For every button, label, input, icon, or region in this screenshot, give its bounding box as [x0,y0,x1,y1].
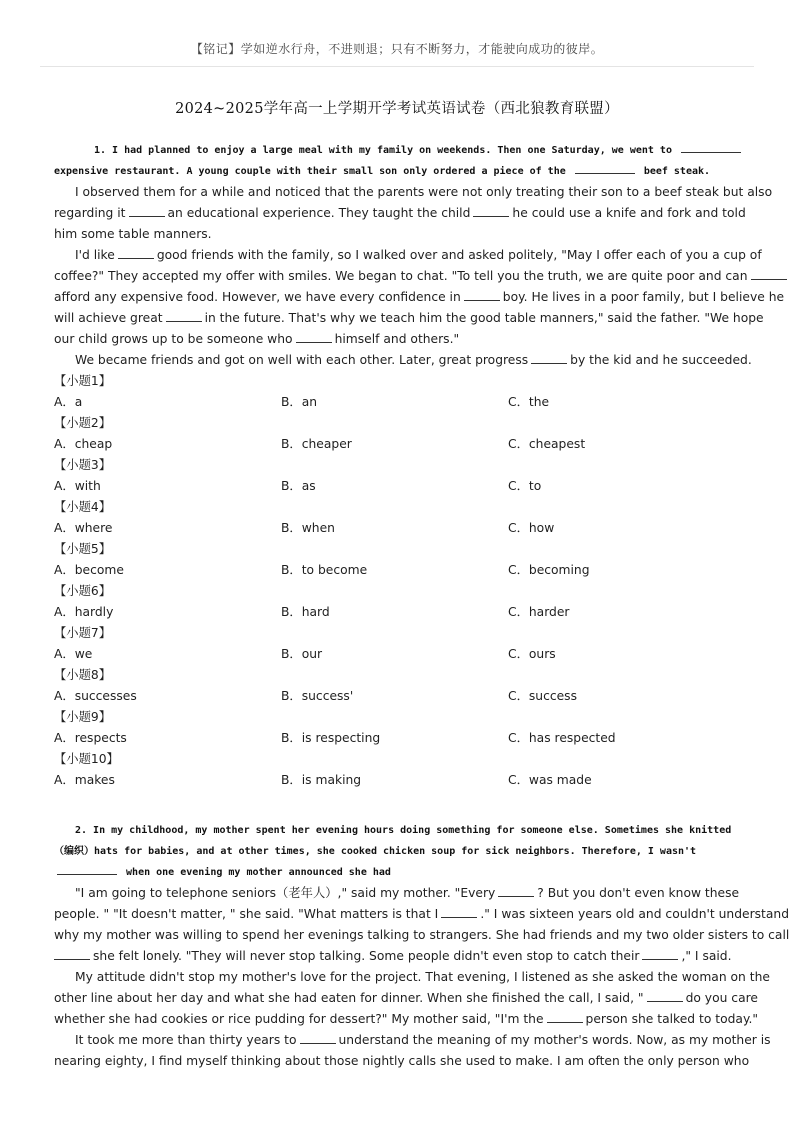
option-a[interactable]: A．makes [54,773,115,787]
blank [54,947,90,960]
passage1-line: him some table manners. [54,227,212,241]
option-c[interactable]: C．success [508,689,577,703]
passage2-line: It took me more than thirty years to understand the meaning of my mother's words. Now, as my mother is [75,1033,771,1047]
exam-content [54,140,790,1072]
option-a[interactable]: A．become [54,563,124,577]
blank [129,204,165,217]
blank [296,330,332,343]
exam-title: 2024~2025学年高一上学期开学考试英语试卷（西北狼教育联盟） [175,101,619,117]
question-label: 【小题4】 [54,500,112,514]
option-a[interactable]: A．a [54,395,83,409]
option-a[interactable]: A．with [54,479,101,493]
option-c[interactable]: C．harder [508,605,570,619]
blank [498,884,534,897]
blank [642,947,678,960]
passage2-line: nearing eighty, I find myself thinking about those nightly calls she used to make. I am often the only person who [54,1054,750,1068]
blank [300,1031,336,1044]
passage1-line: regarding it an educational experience. They taught the child he could use a knife and fork and told [54,206,746,220]
option-b[interactable]: B．success' [281,689,354,703]
option-c[interactable]: C．has respected [508,731,616,745]
passage2-line: she felt lonely. "They will never stop talking. Some people didn't even stop to catch their ," I said. [54,946,744,967]
option-c[interactable]: C．ours [508,647,556,661]
option-b[interactable]: B．our [281,647,323,661]
option-a[interactable]: A．respects [54,731,127,745]
question-label: 【小题2】 [54,416,112,430]
question-options [54,770,744,791]
question-label: 【小题1】 [54,374,112,388]
option-b[interactable]: B．when [281,521,335,535]
question-options [54,602,744,623]
question-options [54,728,744,749]
passage2-line: whether she had cookies or rice pudding for dessert?" My mother said, "I'm the person she talked to today." [54,1012,759,1026]
question-label: 【小题5】 [54,542,112,556]
option-b[interactable]: B．an [281,395,318,409]
blank [575,161,635,174]
passage1-line: our child grows up to be someone who himself and others." [54,332,460,346]
passage2-intro-line-2: （编织）hats for babies, and at other times, she cooked chicken soup for sick neighbors. Therefore, I wasn't [54,846,697,857]
header-divider [40,66,754,67]
passage2-intro-line-3: when one evening my mother announced she had [54,862,744,883]
header-motto: 【铭记】学如逆水行舟，不进则退；只有不断努力，才能驶向成功的彼岸。 [190,42,604,56]
option-b[interactable]: B．cheaper [281,437,352,451]
passage1-intro-line-2: expensive restaurant. A young couple with their small son only ordered a piece of the beef steak. [54,161,744,182]
passage1-line: I'd like good friends with the family, so I walked over and asked politely, "May I offer each of you a cup of [75,248,762,262]
option-b[interactable]: B．hard [281,605,330,619]
question-label: 【小题3】 [54,458,112,472]
blank [118,246,154,259]
option-c[interactable]: C．cheapest [508,437,586,451]
option-a[interactable]: A．where [54,521,113,535]
question-label: 【小题10】 [54,752,119,766]
question-options [54,434,744,455]
passage2-line: people. " "It doesn't matter, " she said. "What matters is that I ." I was sixteen years old and couldn't understand [54,907,790,921]
option-b[interactable]: B．as [281,479,316,493]
option-b[interactable]: B．to become [281,563,368,577]
question-label: 【小题8】 [54,668,112,682]
passage1-line: We became friends and got on well with each other. Later, great progress by the kid and he succeeded. [75,353,752,367]
question-label: 【小题6】 [54,584,112,598]
passage1-line: will achieve great in the future. That's why we teach him the good table manners," said the father. "We hope [54,311,764,325]
passage1-line: coffee?" They accepted my offer with smiles. We began to chat. "To tell you the truth, we are quite poor and can [54,266,744,287]
blank [166,309,202,322]
blank [464,288,500,301]
question-options [54,560,744,581]
blank [547,1010,583,1023]
question-options [54,518,744,539]
blank [647,989,683,1002]
option-a[interactable]: A．hardly [54,605,114,619]
option-a[interactable]: A．successes [54,689,137,703]
question-options [54,644,744,665]
blank [751,267,787,280]
passage1-intro-line-1: 1. I had planned to enjoy a large meal with my family on weekends. Then one Saturday, we went to [54,140,744,161]
option-c[interactable]: C．how [508,521,555,535]
question-options [54,392,744,413]
option-b[interactable]: B．is making [281,773,362,787]
option-a[interactable]: A．cheap [54,437,113,451]
passage1-line: I observed them for a while and noticed that the parents were not only treating their son to a beef steak but also [75,185,773,199]
question-options [54,476,744,497]
blank [57,862,117,875]
passage1-line: afford any expensive food. However, we have every confidence in boy. He lives in a poor family, but I believe he [54,290,785,304]
blank [531,351,567,364]
option-c[interactable]: C．becoming [508,563,590,577]
passage2-line: other line about her day and what she had eaten for dinner. When she finished the call, I said, " do you care [54,991,758,1005]
question-label: 【小题7】 [54,626,112,640]
question-label: 【小题9】 [54,710,112,724]
blank [681,140,741,153]
blank [473,204,509,217]
option-c[interactable]: C．to [508,479,542,493]
passage2-line: "I am going to telephone seniors（老年人）," said my mother. "Every ? But you don't even know these [75,886,740,900]
option-a[interactable]: A．we [54,647,93,661]
option-c[interactable]: C．the [508,395,550,409]
passage2-line: why my mother was willing to spend her evenings talking to strangers. She had friends and my two older sisters to call [54,928,790,942]
option-b[interactable]: B．is respecting [281,731,381,745]
question-options [54,686,744,707]
passage2-intro-line-1: 2. In my childhood, my mother spent her evening hours doing something for someone else. Sometimes she knitted [75,825,732,836]
blank [441,905,477,918]
passage2-line: My attitude didn't stop my mother's love for the project. That evening, I listened as she asked the woman on the [75,970,770,984]
option-c[interactable]: C．was made [508,773,592,787]
